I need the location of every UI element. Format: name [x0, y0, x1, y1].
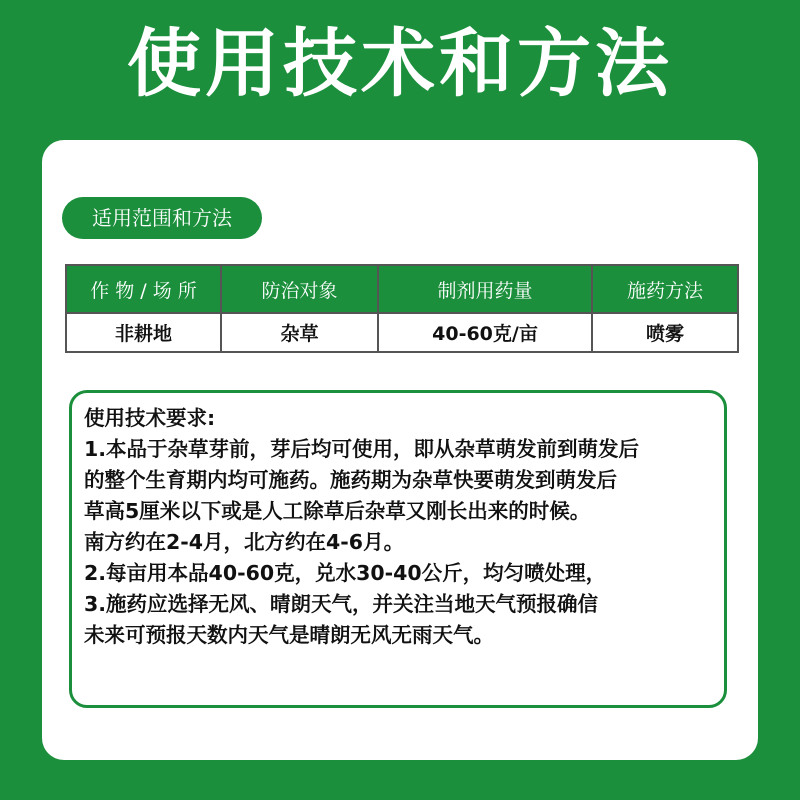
- header-dosage: 制剂用药量: [378, 265, 592, 313]
- requirements-line: 未来可预报天数内天气是晴朗无风无雨天气。: [84, 623, 494, 647]
- requirements-line: 草高5厘米以下或是人工除草后杂草又刚长出来的时候。: [84, 499, 591, 523]
- usage-table: [65, 264, 739, 353]
- header-method: 施药方法: [592, 265, 738, 313]
- requirements-box: [69, 390, 727, 708]
- cell-dosage: 40-60克/亩: [378, 313, 592, 352]
- requirements-line: 南方约在2-4月，北方约在4-6月。: [84, 530, 405, 554]
- cell-crop-site: 非耕地: [66, 313, 221, 352]
- requirements-line: 2.每亩用本品40-60克，兑水30-40公斤，均匀喷处理，: [84, 561, 607, 585]
- section-label: 适用范围和方法: [62, 197, 262, 239]
- requirements-line: 的整个生育期内均可施药。施药期为杂草快要萌发到萌发后: [84, 468, 617, 492]
- header-crop-site: 作 物 / 场 所: [66, 265, 221, 313]
- requirements-heading: 使用技术要求:: [84, 406, 216, 430]
- cell-method: 喷雾: [592, 313, 738, 352]
- table-row: [66, 313, 738, 352]
- requirements-line: 3.施药应选择无风、晴朗天气，并关注当地天气预报确信: [84, 592, 599, 616]
- content-card: [42, 140, 758, 760]
- header-target: 防治对象: [221, 265, 378, 313]
- table-header-row: [66, 265, 738, 313]
- page-title: 使用技术和方法: [127, 21, 673, 107]
- requirements-line: 1.本品于杂草芽前，芽后均可使用，即从杂草萌发前到萌发后: [84, 437, 640, 461]
- cell-target: 杂草: [221, 313, 378, 352]
